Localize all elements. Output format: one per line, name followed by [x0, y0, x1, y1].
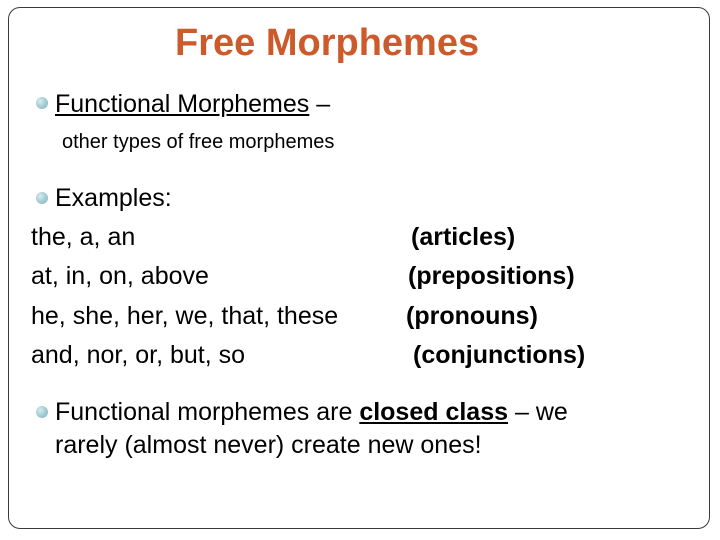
- example-category-conjunctions: (conjunctions): [413, 341, 586, 369]
- example-category-prepositions: (prepositions): [408, 262, 575, 290]
- bullet-2-marker: [36, 192, 48, 204]
- bullet-1-suffix: –: [309, 90, 331, 118]
- bullet-3-line-1: [55, 400, 568, 425]
- example-category-pronouns: (pronouns): [406, 302, 538, 330]
- example-words-pronouns: he, she, her, we, that, these: [31, 302, 339, 330]
- bullet-3-emphasis: closed class: [359, 398, 509, 426]
- example-words-prepositions: at, in, on, above: [31, 262, 209, 290]
- bullet-1-label: Functional Morphemes: [55, 90, 310, 118]
- bullet-1-subtext: other types of free morphemes: [62, 131, 335, 153]
- bullet-3-suffix: – we: [508, 398, 568, 426]
- bullet-1-text: [55, 92, 330, 117]
- example-category-articles: (articles): [411, 223, 516, 251]
- slide-title: Free Morphemes: [175, 22, 480, 64]
- bullet-1-marker: [36, 97, 48, 109]
- bullet-3-marker: [36, 406, 48, 418]
- bullet-3-prefix: Functional morphemes are: [55, 398, 360, 426]
- example-words-articles: the, a, an: [31, 223, 136, 251]
- example-words-conjunctions: and, nor, or, but, so: [31, 341, 246, 369]
- bullet-3-line-2: rarely (almost never) create new ones!: [55, 431, 482, 459]
- bullet-2-text: Examples:: [55, 184, 172, 212]
